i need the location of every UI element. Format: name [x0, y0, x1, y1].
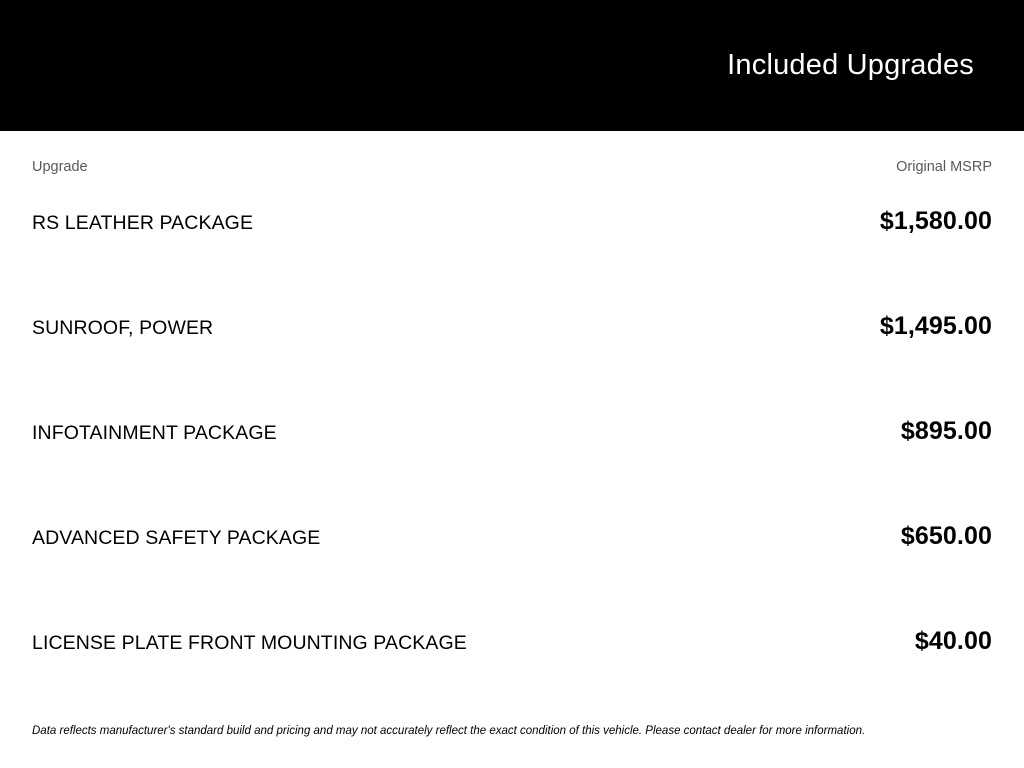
upgrade-price: $895.00	[900, 417, 992, 445]
column-header-upgrade: Upgrade	[32, 159, 88, 175]
upgrade-name: INFOTAINMENT PACKAGE	[32, 422, 277, 444]
upgrade-name: RS LEATHER PACKAGE	[32, 212, 254, 234]
table-row	[32, 298, 992, 403]
table-column-headers	[32, 131, 992, 193]
upgrade-name: LICENSE PLATE FRONT MOUNTING PACKAGE	[32, 632, 467, 654]
table-row	[32, 508, 992, 613]
upgrade-price: $650.00	[900, 522, 992, 550]
page-header	[0, 0, 1024, 131]
upgrade-name: SUNROOF, POWER	[32, 317, 214, 339]
upgrade-name: ADVANCED SAFETY PACKAGE	[32, 527, 321, 549]
table-body	[32, 193, 992, 718]
upgrade-price: $1,580.00	[879, 207, 992, 235]
disclaimer-text: Data reflects manufacturer's standard build and pricing and may not accurately reflect the exact condition of this vehicle. Please contact dealer for more information.	[32, 725, 866, 737]
table-row	[32, 403, 992, 508]
page-title: Included Upgrades	[727, 48, 974, 81]
upgrade-price: $1,495.00	[879, 312, 992, 340]
upgrades-table	[0, 131, 1024, 768]
column-header-original-msrp: Original MSRP	[896, 159, 992, 175]
table-row	[32, 193, 992, 298]
table-row	[32, 613, 992, 718]
upgrade-price: $40.00	[914, 627, 992, 655]
